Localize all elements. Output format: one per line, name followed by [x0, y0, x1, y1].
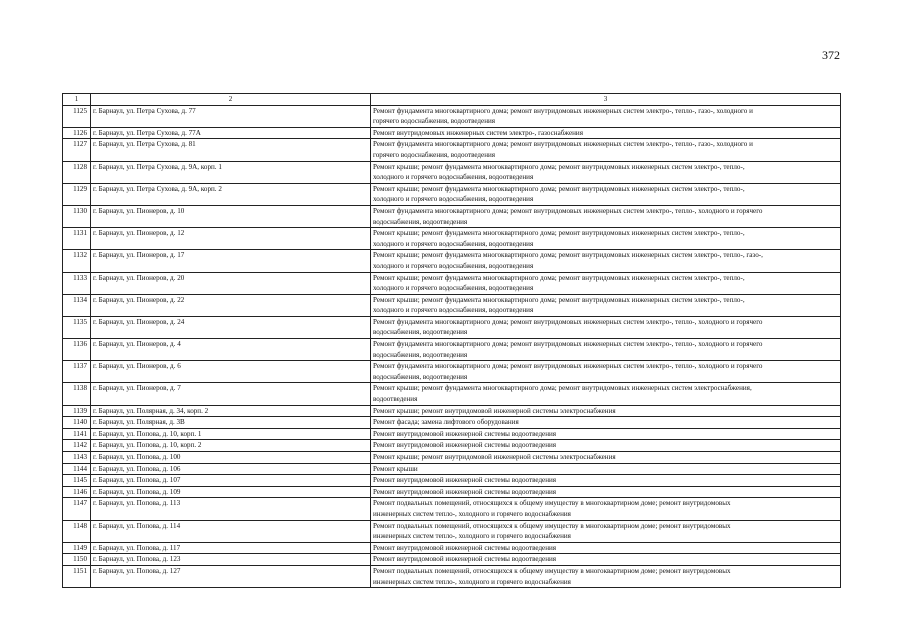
- table-row: [63, 294, 841, 316]
- row-number: 1134: [63, 294, 91, 316]
- works-line: холодного и горячего водоснабжения, водоотведения: [373, 173, 534, 182]
- row-number: 1139: [63, 405, 91, 417]
- table-row: [63, 542, 841, 554]
- row-address: г. Барнаул, ул. Пионеров, д. 7: [91, 383, 371, 405]
- works-line: Ремонт фундамента многоквартирного дома; ремонт внутридомовых инженерных систем электро-, тепло-, холодного и горячего: [373, 206, 763, 215]
- row-address: г. Барнаул, ул. Пионеров, д. 10: [91, 205, 371, 227]
- table-row: [63, 440, 841, 452]
- row-address: г. Барнаул, ул. Петра Сухова, д. 77А: [91, 127, 371, 139]
- works-line: Ремонт фасада; замена лифтового оборудования: [373, 418, 519, 427]
- works-line: водоснабжения, водоотведения: [373, 217, 468, 226]
- row-number: 1137: [63, 361, 91, 383]
- row-number: 1135: [63, 316, 91, 338]
- works-line: холодного и горячего водоснабжения, водоотведения: [373, 261, 534, 270]
- row-address: г. Барнаул, ул. Попова, д. 106: [91, 463, 371, 475]
- row-number: 1130: [63, 205, 91, 227]
- row-number: 1128: [63, 161, 91, 183]
- works-line: Ремонт фундамента многоквартирного дома; ремонт внутридомовых инженерных систем электро-, тепло-, газо-, холодного и: [373, 106, 753, 115]
- row-works: [371, 475, 841, 487]
- table-header-row: [63, 94, 841, 106]
- row-works: [371, 250, 841, 272]
- row-works: [371, 361, 841, 383]
- table-row: [63, 475, 841, 487]
- row-address: г. Барнаул, ул. Полярная, д. 34, корп. 2: [91, 405, 371, 417]
- table-row: [63, 383, 841, 405]
- works-line: холодного и горячего водоснабжения, водоотведения: [373, 306, 534, 315]
- row-number: 1144: [63, 463, 91, 475]
- row-number: 1143: [63, 452, 91, 464]
- works-line: водоснабжения, водоотведения: [373, 328, 468, 337]
- table-row: [63, 183, 841, 205]
- repair-table: [62, 93, 841, 588]
- works-line: Ремонт внутридомовой инженерной системы водоотведения: [373, 476, 557, 485]
- works-line: водоотведения: [373, 395, 418, 404]
- row-number: 1148: [63, 520, 91, 542]
- row-number: 1142: [63, 440, 91, 452]
- row-works: [371, 565, 841, 587]
- works-line: инженерных систем тепло-, холодного и горячего водоснабжения: [373, 532, 571, 541]
- row-number: 1133: [63, 272, 91, 294]
- row-works: [371, 520, 841, 542]
- row-address: г. Барнаул, ул. Попова, д. 10, корп. 1: [91, 428, 371, 440]
- works-line: инженерных систем тепло-, холодного и горячего водоснабжения: [373, 509, 571, 518]
- row-address: г. Барнаул, ул. Петра Сухова, д. 81: [91, 139, 371, 161]
- works-line: Ремонт крыши; ремонт фундамента многоквартирного дома; ремонт внутридомовых инженерных систем электро-, тепло-,: [373, 229, 745, 238]
- table-row: [63, 250, 841, 272]
- row-address: г. Барнаул, ул. Попова, д. 127: [91, 565, 371, 587]
- row-works: [371, 316, 841, 338]
- row-address: г. Барнаул, ул. Попова, д. 107: [91, 475, 371, 487]
- row-works: [371, 498, 841, 520]
- row-address: г. Барнаул, ул. Пионеров, д. 20: [91, 272, 371, 294]
- works-line: Ремонт крыши; ремонт фундамента многоквартирного дома; ремонт внутридомовых инженерных систем электроснабжения,: [373, 384, 752, 393]
- row-works: [371, 294, 841, 316]
- row-works: [371, 183, 841, 205]
- works-line: Ремонт внутридомовой инженерной системы водоотведения: [373, 543, 557, 552]
- header-col-address: 2: [91, 94, 371, 106]
- row-number: 1131: [63, 228, 91, 250]
- table-row: [63, 417, 841, 429]
- works-line: горячего водоснабжения, водоотведения: [373, 150, 496, 159]
- table-row: [63, 463, 841, 475]
- table-row: [63, 486, 841, 498]
- table-row: [63, 316, 841, 338]
- row-address: г. Барнаул, ул. Попова, д. 100: [91, 452, 371, 464]
- row-address: г. Барнаул, ул. Пионеров, д. 6: [91, 361, 371, 383]
- row-address: г. Барнаул, ул. Пионеров, д. 22: [91, 294, 371, 316]
- row-number: 1145: [63, 475, 91, 487]
- row-works: [371, 554, 841, 566]
- table-row: [63, 139, 841, 161]
- row-number: 1149: [63, 542, 91, 554]
- row-works: [371, 405, 841, 417]
- row-number: 1129: [63, 183, 91, 205]
- works-line: Ремонт крыши; ремонт фундамента многоквартирного дома; ремонт внутридомовых инженерных систем электро-, тепло-, газо-,: [373, 251, 763, 260]
- row-works: [371, 452, 841, 464]
- row-number: 1136: [63, 339, 91, 361]
- works-line: Ремонт крыши; ремонт внутридомовой инженерной системы электроснабжения: [373, 406, 616, 415]
- row-works: [371, 383, 841, 405]
- row-works: [371, 105, 841, 127]
- row-address: г. Барнаул, ул. Пионеров, д. 17: [91, 250, 371, 272]
- row-works: [371, 463, 841, 475]
- page-number: 372: [822, 48, 840, 62]
- row-address: г. Барнаул, ул. Попова, д. 114: [91, 520, 371, 542]
- works-line: водоснабжения, водоотведения: [373, 372, 468, 381]
- table-row: [63, 105, 841, 127]
- repair-table-body: [63, 94, 841, 588]
- header-col-number: 1: [63, 94, 91, 106]
- works-line: Ремонт внутридомовых инженерных систем электро-, газоснабжения: [373, 128, 583, 137]
- table-row: [63, 554, 841, 566]
- works-line: Ремонт фундамента многоквартирного дома; ремонт внутридомовых инженерных систем электро-, тепло-, холодного и горячего: [373, 340, 763, 349]
- works-line: Ремонт подвальных помещений, относящихся к общему имуществу в многоквартирном доме; ремонт внутридомовых: [373, 566, 731, 575]
- row-works: [371, 486, 841, 498]
- row-number: 1125: [63, 105, 91, 127]
- row-works: [371, 205, 841, 227]
- header-col-works: 3: [371, 94, 841, 106]
- row-address: г. Барнаул, ул. Пионеров, д. 4: [91, 339, 371, 361]
- row-address: г. Барнаул, ул. Петра Сухова, д. 77: [91, 105, 371, 127]
- row-number: 1127: [63, 139, 91, 161]
- row-works: [371, 428, 841, 440]
- table-row: [63, 127, 841, 139]
- row-number: 1147: [63, 498, 91, 520]
- row-works: [371, 127, 841, 139]
- works-line: Ремонт внутридомовой инженерной системы водоотведения: [373, 555, 557, 564]
- table-row: [63, 428, 841, 440]
- row-address: г. Барнаул, ул. Попова, д. 113: [91, 498, 371, 520]
- row-works: [371, 139, 841, 161]
- row-works: [371, 440, 841, 452]
- row-address: г. Барнаул, ул. Пионеров, д. 12: [91, 228, 371, 250]
- row-number: 1150: [63, 554, 91, 566]
- row-number: 1141: [63, 428, 91, 440]
- works-line: Ремонт подвальных помещений, относящихся к общему имуществу в многоквартирном доме; ремонт внутридомовых: [373, 521, 731, 530]
- row-address: г. Барнаул, ул. Попова, д. 10, корп. 2: [91, 440, 371, 452]
- row-works: [371, 542, 841, 554]
- works-line: Ремонт фундамента многоквартирного дома; ремонт внутридомовых инженерных систем электро-, тепло-, газо-, холодного и: [373, 140, 753, 149]
- table-row: [63, 205, 841, 227]
- table-row: [63, 565, 841, 587]
- table-row: [63, 161, 841, 183]
- row-number: 1146: [63, 486, 91, 498]
- row-number: 1151: [63, 565, 91, 587]
- works-line: Ремонт крыши; ремонт фундамента многоквартирного дома; ремонт внутридомовых инженерных систем электро-, тепло-,: [373, 162, 745, 171]
- works-line: холодного и горячего водоснабжения, водоотведения: [373, 284, 534, 293]
- row-address: г. Барнаул, ул. Пионеров, д. 24: [91, 316, 371, 338]
- row-address: г. Барнаул, ул. Попова, д. 117: [91, 542, 371, 554]
- works-line: Ремонт внутридомовой инженерной системы водоотведения: [373, 429, 557, 438]
- row-number: 1138: [63, 383, 91, 405]
- table-row: [63, 520, 841, 542]
- works-line: Ремонт фундамента многоквартирного дома; ремонт внутридомовых инженерных систем электро-, тепло-, холодного и горячего: [373, 317, 763, 326]
- table-row: [63, 498, 841, 520]
- works-line: Ремонт крыши; ремонт фундамента многоквартирного дома; ремонт внутридомовых инженерных систем электро-, тепло-,: [373, 295, 745, 304]
- works-line: Ремонт фундамента многоквартирного дома; ремонт внутридомовых инженерных систем электро-, тепло-, холодного и горячего: [373, 362, 763, 371]
- row-number: 1140: [63, 417, 91, 429]
- row-address: г. Барнаул, ул. Попова, д. 109: [91, 486, 371, 498]
- table-row: [63, 452, 841, 464]
- table-row: [63, 361, 841, 383]
- works-line: Ремонт крыши; ремонт внутридомовой инженерной системы электроснабжения: [373, 453, 616, 461]
- row-works: [371, 228, 841, 250]
- works-line: инженерных систем тепло-, холодного и горячего водоснабжения: [373, 577, 571, 586]
- row-works: [371, 161, 841, 183]
- works-line: Ремонт внутридомовой инженерной системы водоотведения: [373, 487, 557, 496]
- row-works: [371, 339, 841, 361]
- table-row: [63, 339, 841, 361]
- table-row: [63, 405, 841, 417]
- works-line: Ремонт внутридомовой инженерной системы водоотведения: [373, 441, 557, 450]
- works-line: Ремонт крыши; ремонт фундамента многоквартирного дома; ремонт внутридомовых инженерных систем электро-, тепло-,: [373, 184, 745, 193]
- table-row: [63, 272, 841, 294]
- table-row: [63, 228, 841, 250]
- row-number: 1126: [63, 127, 91, 139]
- works-line: холодного и горячего водоснабжения, водоотведения: [373, 239, 534, 248]
- row-address: г. Барнаул, ул. Попова, д. 123: [91, 554, 371, 566]
- works-line: Ремонт крыши: [373, 464, 418, 473]
- row-address: г. Барнаул, ул. Петра Сухова, д. 9А, корп. 1: [91, 161, 371, 183]
- works-line: горячего водоснабжения, водоотведения: [373, 117, 496, 126]
- row-works: [371, 417, 841, 429]
- row-number: 1132: [63, 250, 91, 272]
- row-address: г. Барнаул, ул. Петра Сухова, д. 9А, корп. 2: [91, 183, 371, 205]
- works-line: Ремонт подвальных помещений, относящихся к общему имуществу в многоквартирном доме; ремонт внутридомовых: [373, 499, 731, 508]
- works-line: холодного и горячего водоснабжения, водоотведения: [373, 195, 534, 204]
- works-line: водоснабжения, водоотведения: [373, 350, 468, 359]
- row-address: г. Барнаул, ул. Полярная, д. 3В: [91, 417, 371, 429]
- works-line: Ремонт крыши; ремонт фундамента многоквартирного дома; ремонт внутридомовых инженерных систем электро-, тепло-,: [373, 273, 745, 282]
- row-works: [371, 272, 841, 294]
